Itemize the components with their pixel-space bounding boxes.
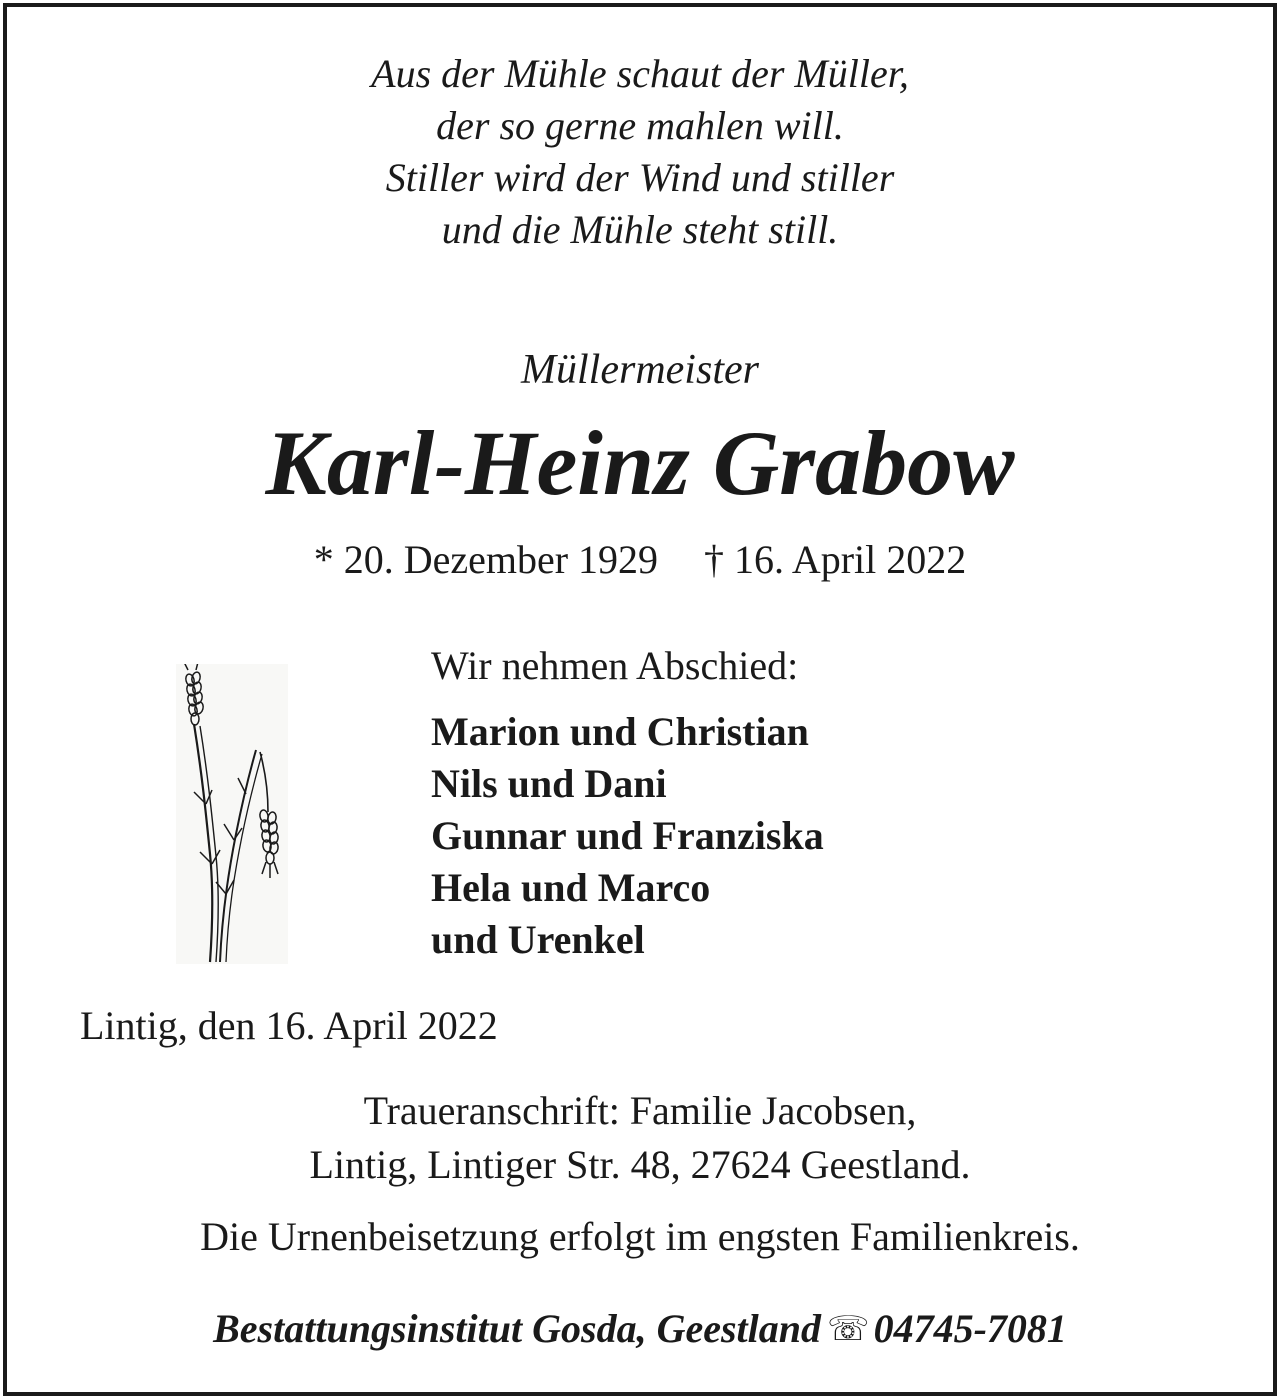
deceased-name: Karl-Heinz Grabow xyxy=(265,412,1015,514)
list-item: Gunnar und Franziska xyxy=(431,813,824,858)
undertaker-line xyxy=(0,1302,1280,1356)
poem xyxy=(0,48,1280,256)
list-item: Nils und Dani xyxy=(431,761,667,806)
death-date: † 16. April 2022 xyxy=(704,537,967,582)
poem-line: und die Mühle steht still. xyxy=(441,207,839,252)
list-item: und Urenkel xyxy=(431,917,645,962)
telephone-icon: ☏ xyxy=(827,1309,870,1349)
burial-note: Die Urnenbeisetzung erfolgt im engsten Familienkreis. xyxy=(200,1214,1080,1259)
undertaker-name: Bestattungsinstitut Gosda, Geestland xyxy=(213,1306,822,1351)
list-item: Marion und Christian xyxy=(431,709,809,754)
poem-line: der so gerne mahlen will. xyxy=(436,103,844,148)
mourner-list xyxy=(431,706,824,966)
poem-line: Stiller wird der Wind und stiller xyxy=(385,155,895,200)
undertaker-phone: 04745-7081 xyxy=(873,1306,1067,1351)
birth-date: * 20. Dezember 1929 xyxy=(313,537,659,582)
address-line: Traueranschrift: Familie Jacobsen, xyxy=(363,1088,917,1133)
list-item: Hela und Marco xyxy=(431,865,711,910)
farewell-intro: Wir nehmen Abschied: xyxy=(431,643,799,688)
place-and-date: Lintig, den 16. April 2022 xyxy=(80,1003,498,1048)
mourning-address xyxy=(0,1084,1280,1192)
poem-line: Aus der Mühle schaut der Müller, xyxy=(371,51,909,96)
profession-title: Müllermeister xyxy=(521,347,759,393)
wheat-ears-icon xyxy=(176,664,288,964)
life-dates xyxy=(0,534,1280,586)
address-line: Lintig, Lintiger Str. 48, 27624 Geestland. xyxy=(309,1142,971,1187)
